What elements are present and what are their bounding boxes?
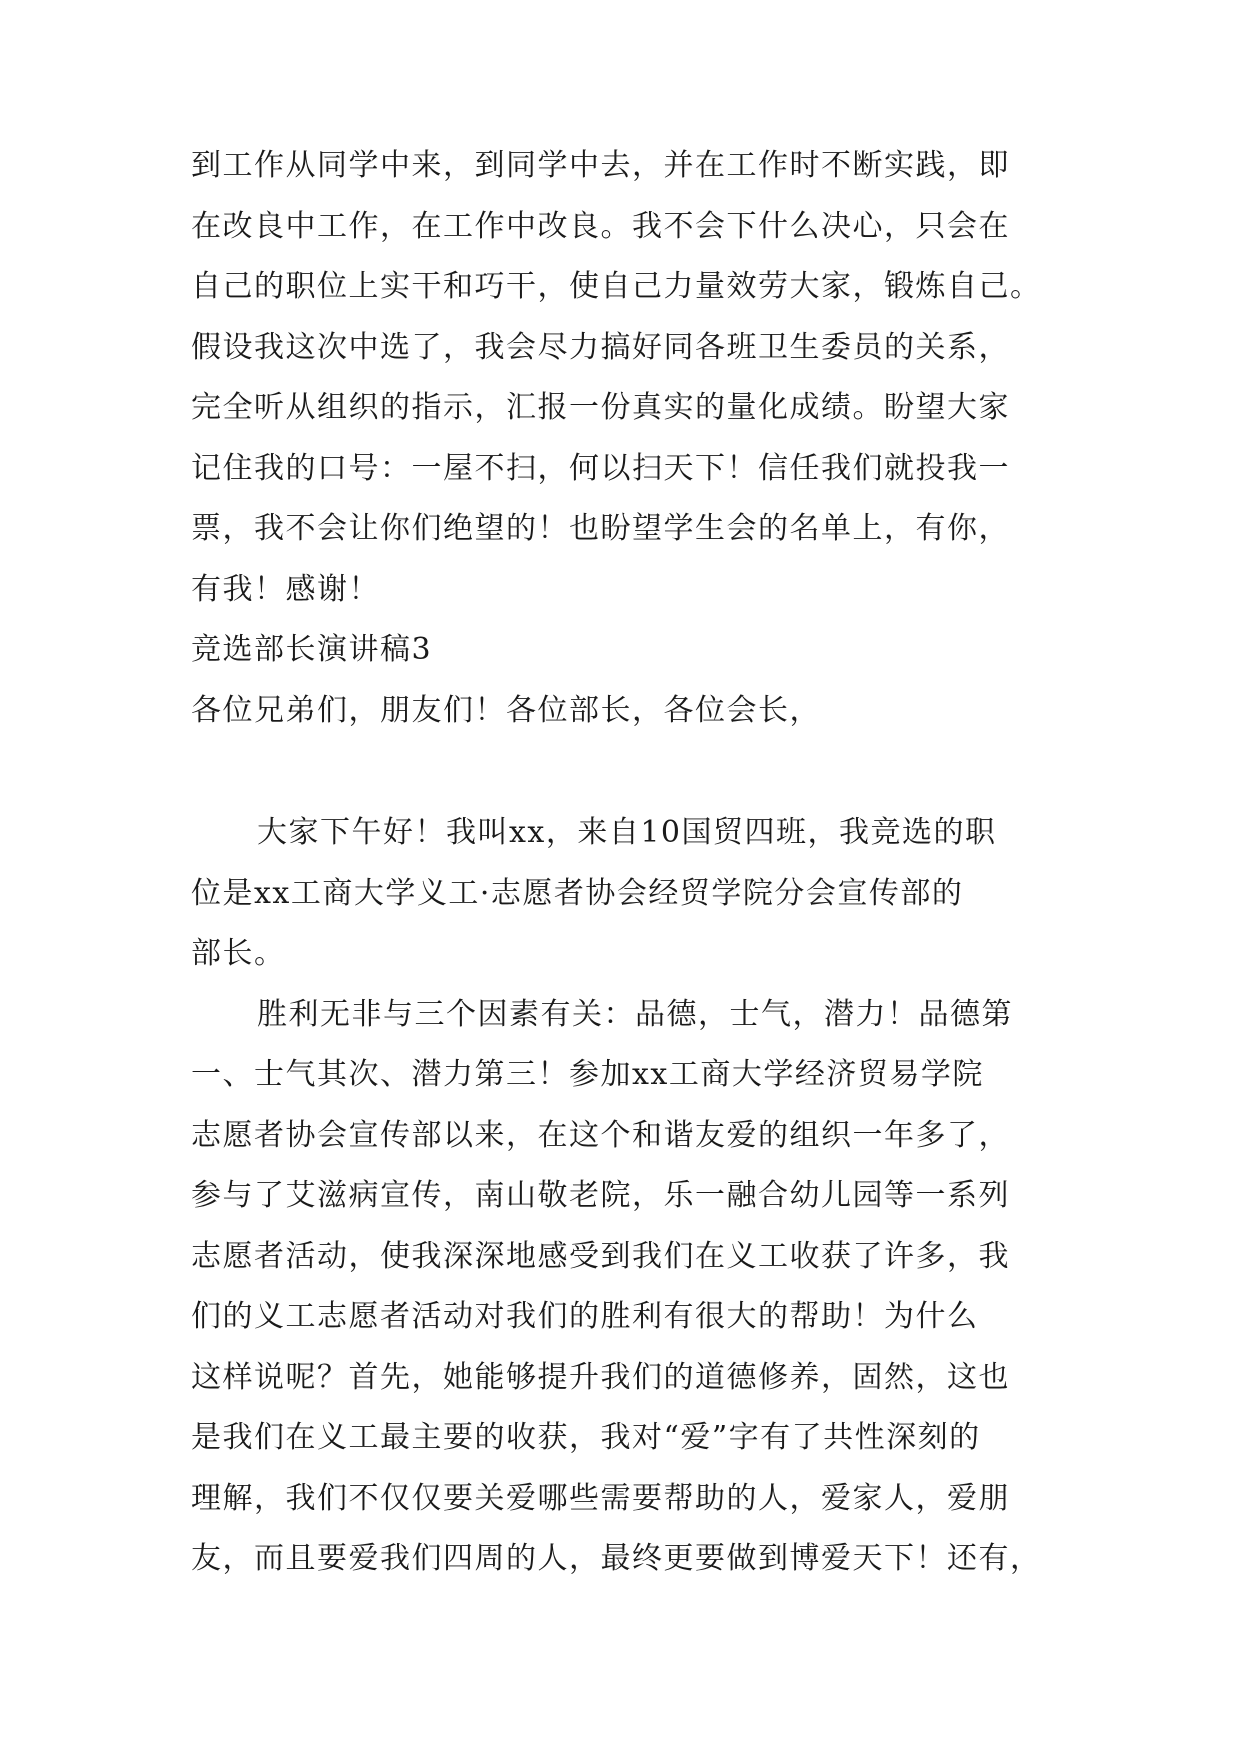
text-line: 志愿者协会宣传部以来，在这个和谐友爱的组织一年多了， (191, 1117, 1010, 1153)
text-line: 票，我不会让你们绝望的！也盼望学生会的名单上，有你， (191, 511, 1010, 546)
text-line: 们的义工志愿者活动对我们的胜利有很大的帮助！为什么 (191, 1299, 979, 1334)
text-line: 部长。 (191, 936, 286, 971)
text-line: 在改良中工作，在工作中改良。我不会下什么决心，只会在 (191, 208, 1010, 244)
text-line: 假设我这次中选了，我会尽力搞好同各班卫生委员的关系， (191, 329, 1010, 365)
text-line: 参与了艾滋病宣传，南山敬老院，乐一融合幼儿园等一系列 (191, 1178, 1010, 1213)
text-line: 这样说呢？首先，她能够提升我们的道德修养，固然，这也 (191, 1359, 1010, 1395)
text-line: 自己的职位上实干和巧干，使自己力量效劳大家，锻炼自己。 (191, 269, 1042, 304)
text-block-top (191, 136, 1061, 741)
text-line: 是我们在义工最主要的收获，我对“爱”字有了共性深刻的 (191, 1420, 981, 1455)
text-line: 一、士气其次、潜力第三！参加xx工商大学经济贸易学院 (191, 1057, 984, 1092)
text-line: 完全听从组织的指示，汇报一份真实的量化成绩。盼望大家 (191, 390, 1010, 425)
text-line: 友，而且要爱我们四周的人，最终更要做到博爱天下！还有， (191, 1541, 1042, 1576)
paragraph-start-line: 大家下午好！我叫xx，来自10国贸四班，我竞选的职 (257, 815, 997, 850)
paragraph-start-line: 胜利无非与三个因素有关：品德，士气，潜力！品德第 (257, 996, 1013, 1032)
text-line: 志愿者活动，使我深深地感受到我们在义工收获了许多，我 (191, 1238, 1010, 1274)
text-block-bottom (191, 803, 1061, 1590)
section-heading: 竞选部长演讲稿3 (191, 632, 433, 667)
text-line: 位是xx工商大学义工·志愿者协会经贸学院分会宣传部的 (191, 875, 964, 911)
text-line: 理解，我们不仅仅要关爱哪些需要帮助的人，爱家人，爱朋 (191, 1480, 1010, 1516)
text-line: 记住我的口号：一屋不扫，何以扫天下！信任我们就投我一 (191, 450, 1010, 486)
text-line: 有我！感谢！ (191, 571, 380, 607)
text-line: 到工作从同学中来，到同学中去，并在工作时不断实践，即 (191, 148, 1010, 183)
salutation-line: 各位兄弟们，朋友们！各位部长，各位会长， (191, 692, 821, 728)
